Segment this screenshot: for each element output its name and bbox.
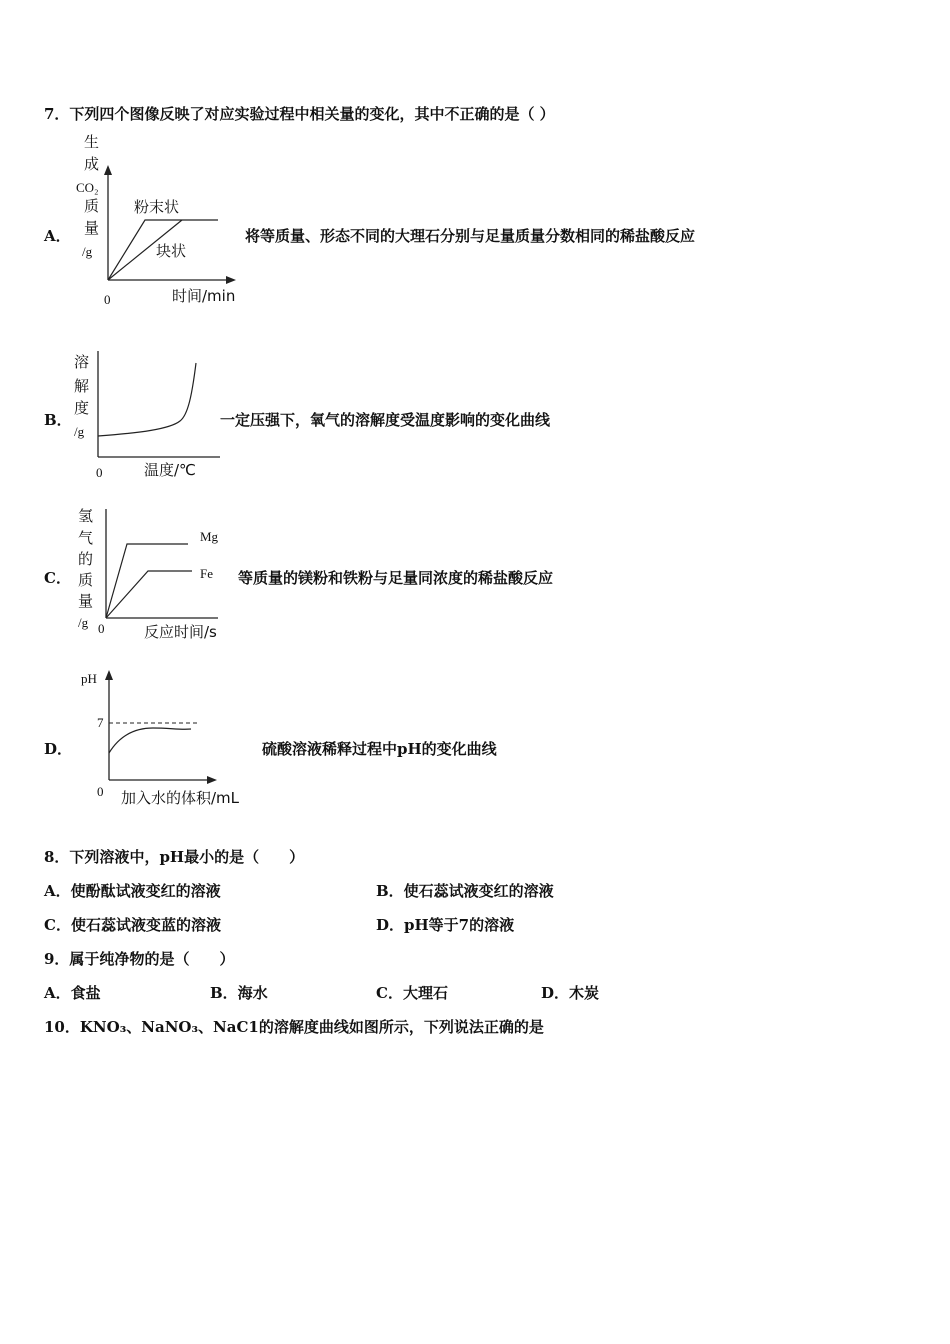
option-a-description: 将等质量、形态不同的大理石分别与足量质量分数相同的稀盐酸反应: [245, 227, 696, 245]
option-d-description: 硫酸溶液稀释过程中pH的变化曲线: [262, 740, 497, 758]
graph-b-ylabel-3: 度: [74, 399, 90, 417]
question-8-choice-d: D．pH等于7的溶液: [376, 916, 515, 934]
question-8-choice-c: C．使石蕊试液变蓝的溶液: [44, 916, 221, 934]
question-9-choice-b: B．海水: [210, 984, 268, 1002]
option-d-letter: D．: [44, 740, 73, 758]
graph-d-tick-7: 7: [97, 715, 104, 730]
graph-b-origin: 0: [96, 465, 103, 480]
graph-b-ylabel-4: /g: [74, 424, 85, 439]
graph-a-ylabel-4: 质: [84, 197, 100, 215]
graph-d-ylabel: pH: [81, 671, 97, 686]
graph-d: [75, 665, 265, 810]
graph-c: [70, 505, 240, 645]
graph-a-ylabel-6: /g: [82, 244, 93, 259]
graph-d-origin: 0: [97, 784, 104, 799]
graph-a-ylabel-1: 生: [84, 133, 100, 151]
graph-b: [70, 345, 240, 485]
graph-c-ylabel-6: /g: [78, 615, 89, 630]
graph-c-ylabel-5: 量: [78, 592, 94, 610]
option-c-letter: C．: [44, 569, 71, 587]
graph-c-label-fe: Fe: [200, 566, 213, 581]
option-b-description: 一定压强下，氧气的溶解度受温度影响的变化曲线: [220, 411, 551, 429]
option-b-letter: B．: [44, 411, 72, 429]
question-9-choice-d: D．木炭: [541, 984, 600, 1002]
question-8-stem: 8．下列溶液中，pH最小的是（ ）: [44, 848, 305, 866]
graph-c-ylabel-2: 气: [78, 529, 94, 547]
graph-a-curve-block: 块状: [156, 242, 187, 260]
graph-a-curve-powder: 粉末状: [134, 198, 180, 216]
graph-a-ylabel-5: 量: [84, 219, 100, 237]
graph-c-ylabel-3: 的: [78, 550, 94, 568]
graph-a-xlabel: 时间/min: [172, 287, 236, 305]
option-a-letter: A．: [44, 227, 71, 245]
graph-c-label-mg: Mg: [200, 529, 219, 544]
graph-d-xlabel: 加入水的体积/mL: [121, 789, 240, 807]
graph-c-origin: 0: [98, 621, 105, 636]
graph-b-ylabel-2: 解: [74, 377, 90, 395]
graph-c-ylabel-1: 氢: [78, 507, 94, 525]
graph-a: [70, 135, 250, 315]
graph-a-origin: 0: [104, 292, 111, 307]
question-9-choice-c: C．大理石: [376, 984, 448, 1002]
question-8-choice-a: A．使酚酞试液变红的溶液: [44, 882, 221, 900]
question-9-choice-a: A．食盐: [44, 984, 101, 1002]
graph-b-ylabel-1: 溶: [74, 353, 90, 371]
graph-b-xlabel: 温度/℃: [144, 461, 196, 479]
graph-c-ylabel-4: 质: [78, 571, 94, 589]
graph-a-ylabel-2: 成: [84, 155, 100, 173]
option-c-description: 等质量的镁粉和铁粉与足量同浓度的稀盐酸反应: [238, 569, 554, 587]
question-10-stem: 10．KNO₃、NaNO₃、NaC1的溶解度曲线如图所示，下列说法正确的是: [44, 1018, 544, 1036]
question-8-choice-b: B．使石蕊试液变红的溶液: [376, 882, 554, 900]
question-7-stem: 7．下列四个图像反映了对应实验过程中相关量的变化，其中不正确的是（ ）: [44, 105, 555, 123]
graph-c-xlabel: 反应时间/s: [144, 623, 217, 641]
graph-a-ylabel-3: CO₂: [76, 180, 99, 195]
question-9-stem: 9．属于纯净物的是（ ）: [44, 950, 235, 968]
